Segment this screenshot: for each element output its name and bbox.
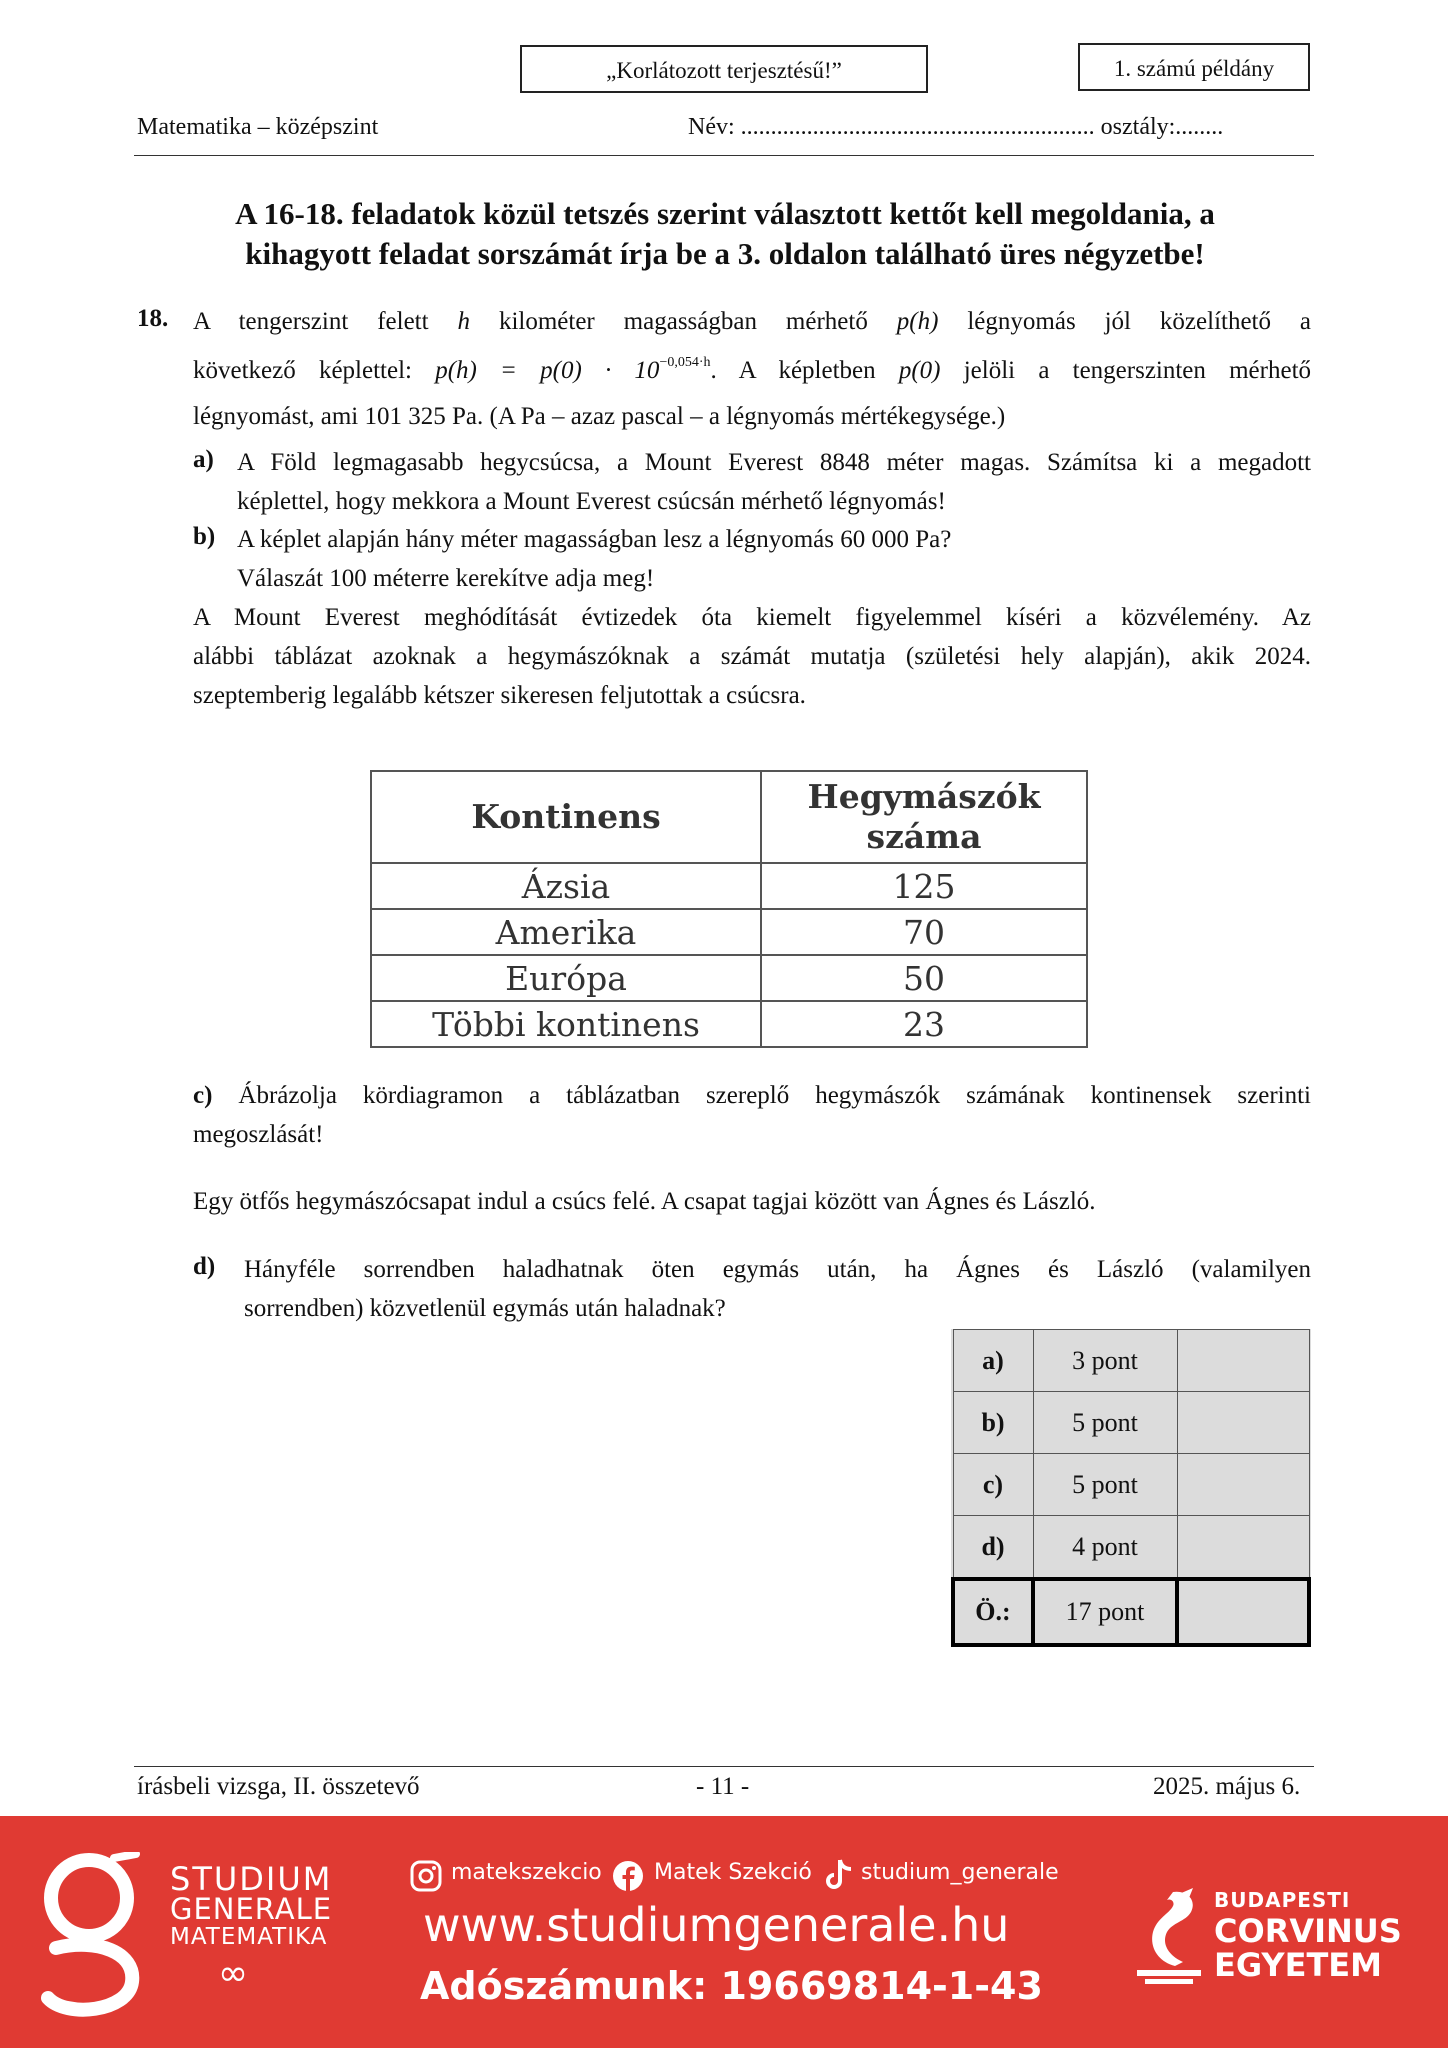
climber-count: 50 [761, 955, 1087, 1001]
continent-name: Amerika [371, 909, 761, 955]
score-row [953, 1454, 1309, 1516]
table-row [371, 909, 1087, 955]
task-intro-line-1: A tengerszint felett h kilométer magasságban mérhető p(h) légnyomás jól közelíthető a [193, 308, 1312, 335]
score-total-row [953, 1579, 1309, 1645]
instruction-line-1: A 16-18. feladatok közül tetszés szerint választott kettőt kell megoldania, a [235, 196, 1215, 231]
score-table [951, 1329, 1311, 1647]
pressure-formula: $p(h) = p(0) \cdot 10^{-0,054\cdot h}$ [435, 355, 711, 384]
team-sentence: Egy ötfős hegymászócsapat indul a csúcs felé. A csapat tagjai között van Ágnes és László. [193, 1188, 1096, 1215]
score-total-entry-cell[interactable] [1177, 1579, 1309, 1645]
score-total-label: Ö.: [953, 1579, 1033, 1645]
score-total-points: 17 pont [1033, 1579, 1177, 1645]
header-divider [134, 155, 1314, 156]
tax-number: Adószámunk: 19669814-1-43 [420, 1964, 1043, 2008]
part-b-line-1: A képlet alapján hány méter magasságban lesz a légnyomás 60 000 Pa? [237, 526, 952, 553]
climber-count: 23 [761, 1001, 1087, 1047]
header-climber-count: Hegymászók száma [761, 771, 1087, 863]
copy-number-label: 1. számú példány [1113, 56, 1275, 81]
table-row [371, 863, 1087, 909]
score-points: 5 pont [1033, 1454, 1177, 1516]
corvinus-raven-logo-icon [1133, 1886, 1205, 1986]
table-row [371, 1001, 1087, 1047]
score-row [953, 1392, 1309, 1454]
part-d-label: d) [193, 1253, 216, 1280]
subject-label: Matematika – középszint [137, 114, 379, 140]
footer-date: 2025. május 6. [1153, 1773, 1301, 1800]
score-part-label: a) [953, 1330, 1033, 1392]
footer-exam-part: írásbeli vizsga, II. összetevő [137, 1773, 420, 1800]
score-points: 5 pont [1033, 1392, 1177, 1454]
score-entry-cell[interactable] [1177, 1330, 1309, 1392]
name-class-field: Név: ........................................................... osztály:........ [688, 114, 1224, 140]
continent-name: Többi kontinens [371, 1001, 761, 1047]
part-b-line-2: Válaszát 100 méterre kerekítve adja meg! [237, 565, 655, 592]
tiktok-icon[interactable] [824, 1858, 854, 1892]
facebook-page-name[interactable]: Matek Szekció [654, 1860, 812, 1885]
continent-name: Európa [371, 955, 761, 1001]
part-a-line-1: A Föld legmagasabb hegycsúcsa, a Mount Everest 8848 méter magas. Számítsa ki a megadott [237, 449, 1311, 476]
facebook-icon[interactable] [612, 1860, 644, 1892]
website-link[interactable]: www.studiumgenerale.hu [423, 1898, 1010, 1952]
logo-text-studium: STUDIUM [170, 1860, 333, 1898]
part-a-line-2: képlettel, hogy mekkora a Mount Everest csúcsán mérhető légnyomás! [237, 488, 946, 515]
logo-text-generale: GENERALE [170, 1892, 333, 1926]
part-a-label: a) [193, 446, 214, 473]
copy-number-box [1078, 43, 1310, 91]
score-row [953, 1330, 1309, 1392]
score-part-label: c) [953, 1454, 1033, 1516]
climber-count: 70 [761, 909, 1087, 955]
restricted-distribution-box [520, 45, 928, 93]
score-part-label: b) [953, 1392, 1033, 1454]
university-text-budapesti: BUDAPESTI [1214, 1888, 1351, 1912]
task-intro-line-2: következő képlettel: $p(h) = p(0) \cdot 10^{-0,054\cdot h}$. A képletben p(0) jelöli a tengerszinten mérhető [193, 355, 1312, 384]
logo-text-matematika: MATEMATIKA [170, 1924, 328, 1950]
instagram-handle[interactable]: matekszekcio [451, 1860, 602, 1885]
instagram-icon[interactable] [410, 1860, 442, 1892]
university-text-corvinus: CORVINUS [1214, 1912, 1402, 1950]
header-continent: Kontinens [371, 771, 761, 863]
task-intro-line-3: légnyomást, ami 101 325 Pa. (A Pa – azaz pascal – a légnyomás mértékegysége.) [193, 403, 1006, 430]
table-row [371, 955, 1087, 1001]
score-points: 3 pont [1033, 1330, 1177, 1392]
part-d-line-1: Hányféle sorrendben haladhatnak öten egymás után, ha Ágnes és László (valamilyen [244, 1256, 1311, 1283]
instruction-line-2: kihagyott feladat sorszámát írja be a 3. oldalon található üres négyzetbe! [245, 236, 1205, 271]
everest-paragraph-line-3: szeptemberig legalább kétszer sikeresen feljutottak a csúcsra. [193, 682, 806, 709]
studium-generale-logo-icon [36, 1852, 142, 2020]
part-b-label: b) [193, 523, 216, 550]
university-text-egyetem: EGYETEM [1214, 1946, 1382, 1984]
score-part-label: d) [953, 1516, 1033, 1580]
score-entry-cell[interactable] [1177, 1516, 1309, 1580]
part-c-line-1: c) Ábrázolja kördiagramon a táblázatban szereplő hegymászók számának kontinensek szerinti [193, 1082, 1312, 1109]
footer-page-number: - 11 - [696, 1773, 750, 1800]
continent-name: Ázsia [371, 863, 761, 909]
part-d-line-2: sorrendben) közvetlenül egymás után haladnak? [244, 1295, 726, 1322]
score-entry-cell[interactable] [1177, 1454, 1309, 1516]
everest-paragraph-line-1: A Mount Everest meghódítását évtizedek óta kiemelt figyelemmel kíséri a közvélemény. Az [193, 604, 1311, 631]
infinity-icon: ∞ [218, 1953, 248, 1994]
table-header-row [371, 771, 1087, 863]
sponsor-banner [0, 1816, 1448, 2048]
tiktok-handle[interactable]: studium_generale [861, 1860, 1059, 1885]
score-entry-cell[interactable] [1177, 1392, 1309, 1454]
everest-paragraph-line-2: alábbi táblázat azoknak a hegymászóknak a számát mutatja (születési hely alapján), akik 2024. [193, 643, 1311, 670]
climbers-by-continent-table [370, 770, 1088, 1048]
part-c-label: c) [193, 1082, 213, 1109]
footer-divider [134, 1766, 1314, 1767]
score-row [953, 1516, 1309, 1580]
part-c-line-2: megoszlását! [193, 1121, 324, 1148]
task-number: 18. [137, 305, 169, 332]
score-points: 4 pont [1033, 1516, 1177, 1580]
climber-count: 125 [761, 863, 1087, 909]
restricted-distribution-label: „Korlátozott terjesztésű!” [606, 58, 842, 83]
